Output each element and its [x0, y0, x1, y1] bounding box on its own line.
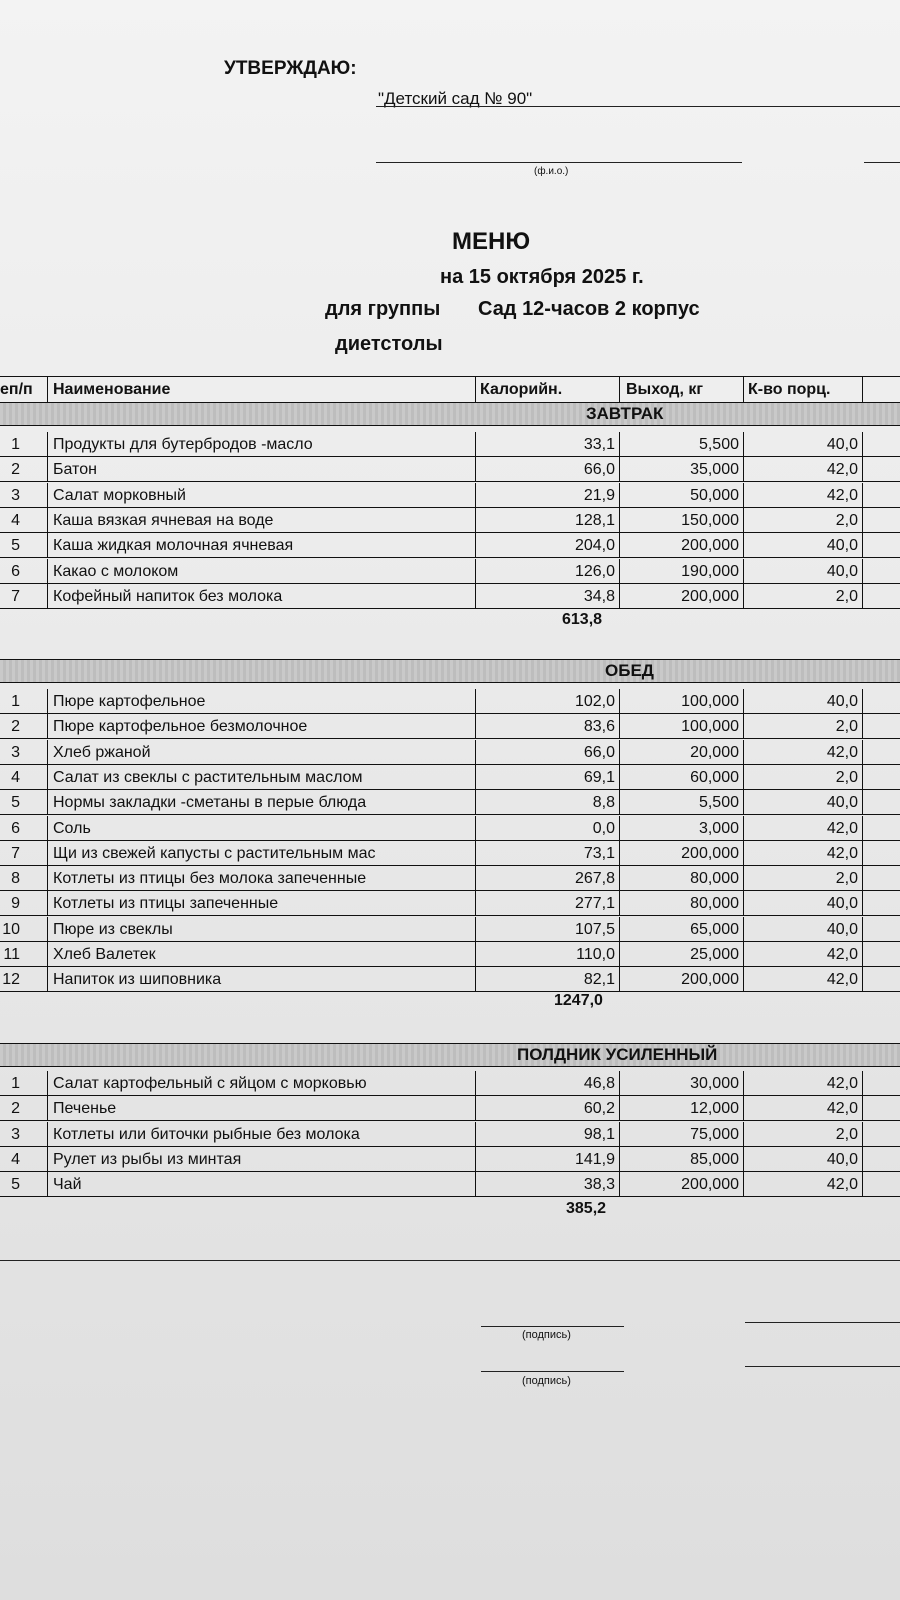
- calories-value: 107,5: [475, 917, 619, 942]
- table-row: [0, 841, 900, 866]
- dish-name: Соль: [47, 816, 475, 841]
- column-header-extra: [863, 377, 900, 403]
- extra-cell: [863, 1122, 900, 1147]
- portions-value: 42,0: [743, 942, 863, 967]
- portions-value: 40,0: [743, 891, 863, 916]
- dish-name: Напиток из шиповника: [47, 967, 475, 992]
- section-header: [0, 1043, 900, 1067]
- output-value: 25,000: [619, 942, 743, 967]
- output-value: 30,000: [619, 1071, 743, 1096]
- portions-value: 2,0: [743, 1122, 863, 1147]
- table-row: [0, 866, 900, 891]
- organization-name: "Детский сад № 90": [378, 89, 533, 108]
- section-total-calories: 1247,0: [554, 992, 603, 1009]
- dish-name: Салат картофельный с яйцом с морковью: [47, 1071, 475, 1096]
- output-value: 3,000: [619, 816, 743, 841]
- row-number: 3: [0, 1122, 47, 1147]
- portions-value: 2,0: [743, 866, 863, 891]
- signature-label-2: (подпись): [522, 1375, 571, 1387]
- output-value: 50,000: [619, 483, 743, 508]
- dish-name: Котлеты из птицы без молока запеченные: [47, 866, 475, 891]
- dish-name: Салат из свеклы с растительным маслом: [47, 765, 475, 790]
- row-number: 5: [0, 533, 47, 558]
- fio-line-right: [864, 162, 900, 163]
- calories-value: 21,9: [475, 483, 619, 508]
- table-row: [0, 1147, 900, 1172]
- output-value: 65,000: [619, 917, 743, 942]
- portions-value: 40,0: [743, 790, 863, 815]
- extra-cell: [863, 1096, 900, 1121]
- portions-value: 2,0: [743, 765, 863, 790]
- calories-value: 83,6: [475, 714, 619, 739]
- portions-value: 2,0: [743, 584, 863, 609]
- row-number: 2: [0, 457, 47, 482]
- section-total-calories: 385,2: [566, 1200, 607, 1217]
- extra-cell: [863, 483, 900, 508]
- menu-date: на 15 октября 2025 г.: [440, 266, 644, 288]
- row-number: 6: [0, 559, 47, 584]
- extra-cell: [863, 967, 900, 992]
- extra-cell: [863, 942, 900, 967]
- section-title: ЗАВТРАК: [586, 404, 664, 423]
- dish-name: Хлеб ржаной: [47, 740, 475, 765]
- row-number: 8: [0, 866, 47, 891]
- portions-value: 42,0: [743, 1096, 863, 1121]
- calories-value: 102,0: [475, 689, 619, 714]
- table-row: [0, 765, 900, 790]
- portions-value: 40,0: [743, 559, 863, 584]
- extra-cell: [863, 432, 900, 457]
- dish-name: Хлеб Валетек: [47, 942, 475, 967]
- output-value: 200,000: [619, 841, 743, 866]
- row-number: 5: [0, 1172, 47, 1197]
- column-header-name: Наименование: [47, 377, 475, 403]
- section-title: ПОЛДНИК УСИЛЕННЫЙ: [517, 1045, 718, 1064]
- calories-value: 66,0: [475, 740, 619, 765]
- output-value: 85,000: [619, 1147, 743, 1172]
- output-value: 200,000: [619, 967, 743, 992]
- portions-value: 40,0: [743, 917, 863, 942]
- output-value: 20,000: [619, 740, 743, 765]
- row-number: 12: [0, 967, 47, 992]
- calories-value: 110,0: [475, 942, 619, 967]
- extra-cell: [863, 559, 900, 584]
- output-value: 200,000: [619, 1172, 743, 1197]
- dish-name: Пюре картофельное: [47, 689, 475, 714]
- output-value: 5,500: [619, 432, 743, 457]
- group-label: для группы: [325, 298, 441, 320]
- calories-value: 34,8: [475, 584, 619, 609]
- section-header: [0, 659, 900, 683]
- portions-value: 40,0: [743, 689, 863, 714]
- fio-label: (ф.и.о.): [534, 166, 569, 177]
- portions-value: 40,0: [743, 1147, 863, 1172]
- approve-heading: УТВЕРЖДАЮ:: [224, 58, 357, 79]
- extra-cell: [863, 1147, 900, 1172]
- extra-cell: [863, 533, 900, 558]
- column-header-calories: Калорийн.: [475, 377, 619, 403]
- portions-value: 2,0: [743, 714, 863, 739]
- organization-underline: [376, 106, 900, 107]
- group-value: Сад 12-часов 2 корпус: [478, 298, 700, 320]
- output-value: 75,000: [619, 1122, 743, 1147]
- table-header-row: [0, 376, 900, 403]
- table-row: [0, 790, 900, 815]
- dish-name: Пюре из свеклы: [47, 917, 475, 942]
- row-number: 11: [0, 942, 47, 967]
- portions-value: 42,0: [743, 740, 863, 765]
- row-number: 3: [0, 740, 47, 765]
- extra-cell: [863, 508, 900, 533]
- extra-cell: [863, 917, 900, 942]
- row-number: 9: [0, 891, 47, 916]
- output-value: 200,000: [619, 533, 743, 558]
- table-row: [0, 1071, 900, 1096]
- output-value: 190,000: [619, 559, 743, 584]
- extra-cell: [863, 866, 900, 891]
- output-value: 100,000: [619, 714, 743, 739]
- extra-cell: [863, 816, 900, 841]
- row-number: 7: [0, 584, 47, 609]
- portions-value: 42,0: [743, 967, 863, 992]
- calories-value: 141,9: [475, 1147, 619, 1172]
- table-row: [0, 584, 900, 609]
- fio-line: [376, 162, 742, 163]
- row-number: 6: [0, 816, 47, 841]
- calories-value: 277,1: [475, 891, 619, 916]
- row-number: 1: [0, 432, 47, 457]
- portions-value: 42,0: [743, 1172, 863, 1197]
- extra-cell: [863, 689, 900, 714]
- extra-cell: [863, 714, 900, 739]
- calories-value: 267,8: [475, 866, 619, 891]
- dish-name: Пюре картофельное безмолочное: [47, 714, 475, 739]
- section-title: ОБЕД: [605, 661, 654, 680]
- calories-value: 82,1: [475, 967, 619, 992]
- extra-cell: [863, 765, 900, 790]
- table-row: [0, 1122, 900, 1147]
- page-title: МЕНЮ: [452, 228, 531, 255]
- dish-name: Кофейный напиток без молока: [47, 584, 475, 609]
- portions-value: 42,0: [743, 483, 863, 508]
- output-value: 80,000: [619, 866, 743, 891]
- dish-name: Салат морковный: [47, 483, 475, 508]
- portions-value: 42,0: [743, 841, 863, 866]
- table-row: [0, 967, 900, 992]
- row-number: 10: [0, 917, 47, 942]
- table-row: [0, 1172, 900, 1197]
- calories-value: 0,0: [475, 816, 619, 841]
- calories-value: 46,8: [475, 1071, 619, 1096]
- extra-cell: [863, 740, 900, 765]
- dish-name: Щи из свежей капусты с растительным мас: [47, 841, 475, 866]
- signature-line-2: [481, 1371, 624, 1372]
- dish-name: Батон: [47, 457, 475, 482]
- output-value: 100,000: [619, 689, 743, 714]
- dish-name: Какао с молоком: [47, 559, 475, 584]
- calories-value: 69,1: [475, 765, 619, 790]
- table-row: [0, 891, 900, 916]
- table-row: [0, 917, 900, 942]
- table-row: [0, 432, 900, 457]
- bottom-divider: [0, 1260, 900, 1261]
- calories-value: 33,1: [475, 432, 619, 457]
- output-value: 5,500: [619, 790, 743, 815]
- diet-label: диетстолы: [335, 333, 443, 355]
- dish-name: Продукты для бутербродов -масло: [47, 432, 475, 457]
- extra-cell: [863, 1071, 900, 1096]
- table-row: [0, 816, 900, 841]
- row-number: 2: [0, 1096, 47, 1121]
- calories-value: 66,0: [475, 457, 619, 482]
- output-value: 60,000: [619, 765, 743, 790]
- extra-cell: [863, 457, 900, 482]
- portions-value: 40,0: [743, 533, 863, 558]
- dish-name: Котлеты из птицы запеченные: [47, 891, 475, 916]
- portions-value: 42,0: [743, 816, 863, 841]
- extra-cell: [863, 790, 900, 815]
- calories-value: 98,1: [475, 1122, 619, 1147]
- signature-line-2-right: [745, 1366, 900, 1367]
- row-number: 4: [0, 765, 47, 790]
- column-header-portions: К-во порц.: [743, 377, 863, 403]
- dish-name: Чай: [47, 1172, 475, 1197]
- row-number: 1: [0, 1071, 47, 1096]
- calories-value: 204,0: [475, 533, 619, 558]
- table-row: [0, 533, 900, 558]
- dish-name: Рулет из рыбы из минтая: [47, 1147, 475, 1172]
- signature-line-1: [481, 1326, 624, 1327]
- row-number: 7: [0, 841, 47, 866]
- output-value: 150,000: [619, 508, 743, 533]
- dish-name: Нормы закладки -сметаны в перые блюда: [47, 790, 475, 815]
- table-row: [0, 1096, 900, 1121]
- table-row: [0, 689, 900, 714]
- row-number: 4: [0, 508, 47, 533]
- table-row: [0, 508, 900, 533]
- output-value: 200,000: [619, 584, 743, 609]
- portions-value: 40,0: [743, 432, 863, 457]
- section-total-calories: 613,8: [562, 611, 603, 628]
- extra-cell: [863, 891, 900, 916]
- row-number: 3: [0, 483, 47, 508]
- dish-name: Каша жидкая молочная ячневая: [47, 533, 475, 558]
- portions-value: 2,0: [743, 508, 863, 533]
- calories-value: 60,2: [475, 1096, 619, 1121]
- table-row: [0, 559, 900, 584]
- dish-name: Каша вязкая ячневая на воде: [47, 508, 475, 533]
- table-row: [0, 483, 900, 508]
- signature-line-1-right: [745, 1322, 900, 1323]
- table-row: [0, 942, 900, 967]
- section-header: [0, 402, 900, 426]
- dish-name: Котлеты или биточки рыбные без молока: [47, 1122, 475, 1147]
- row-number: 4: [0, 1147, 47, 1172]
- row-number: 1: [0, 689, 47, 714]
- signature-label-1: (подпись): [522, 1329, 571, 1341]
- calories-value: 38,3: [475, 1172, 619, 1197]
- dish-name: Печенье: [47, 1096, 475, 1121]
- calories-value: 128,1: [475, 508, 619, 533]
- calories-value: 126,0: [475, 559, 619, 584]
- calories-value: 8,8: [475, 790, 619, 815]
- portions-value: 42,0: [743, 1071, 863, 1096]
- extra-cell: [863, 584, 900, 609]
- extra-cell: [863, 841, 900, 866]
- column-header-output: Выход, кг: [619, 377, 743, 403]
- row-number: 2: [0, 714, 47, 739]
- table-row: [0, 714, 900, 739]
- output-value: 12,000: [619, 1096, 743, 1121]
- row-number: 5: [0, 790, 47, 815]
- calories-value: 73,1: [475, 841, 619, 866]
- table-row: [0, 457, 900, 482]
- output-value: 80,000: [619, 891, 743, 916]
- portions-value: 42,0: [743, 457, 863, 482]
- column-header-number: еп/п: [0, 377, 47, 403]
- extra-cell: [863, 1172, 900, 1197]
- output-value: 35,000: [619, 457, 743, 482]
- table-row: [0, 740, 900, 765]
